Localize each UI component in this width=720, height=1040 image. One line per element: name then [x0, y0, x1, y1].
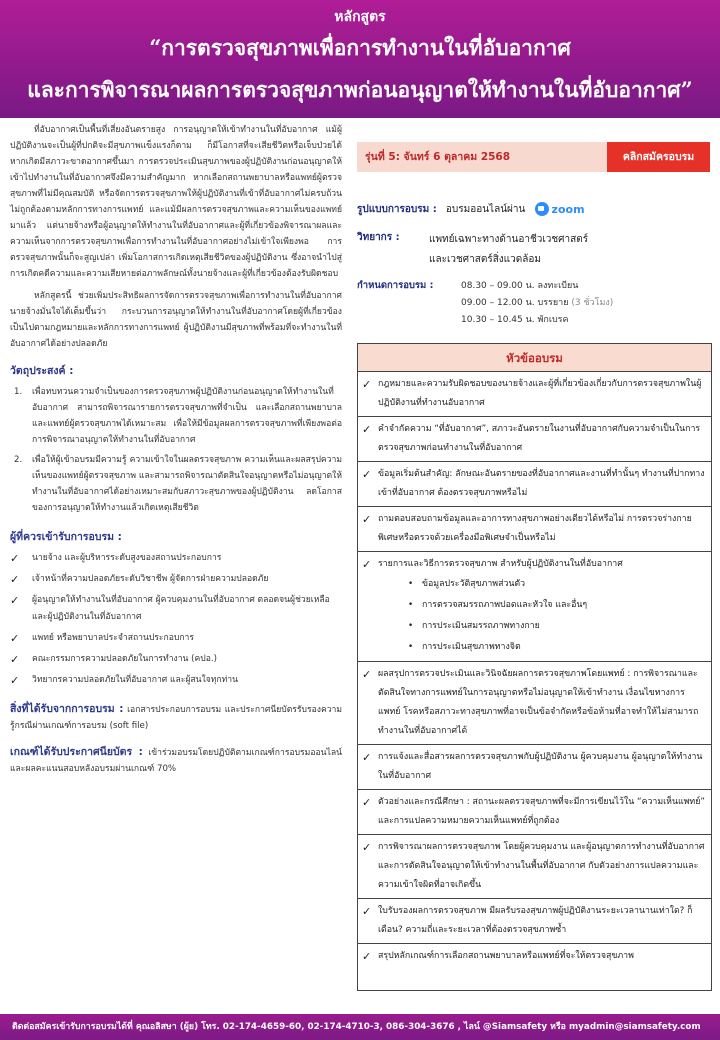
topic-item: ✓ คำจำกัดความ “ที่อับอากาศ”, สภาวะอันตรายในงานที่อับอากาศกับความจำเป็นในการตรวจสุขภาพก่อนทำงานในที่อับอากาศ [358, 417, 711, 462]
checkmark-icon: ✓ [362, 378, 372, 391]
topic-subitem: • การประเมินสมรรถภาพทางกาย [422, 616, 707, 637]
course-label: หลักสูตร [334, 9, 386, 25]
format-value: อบรมออนไลน์ผ่าน [445, 204, 526, 215]
audience-item: ✓ วิทยากรความปลอดภัยในที่อับอากาศ และผู้สนใจทุกท่าน [10, 674, 238, 687]
checkmark-icon: ✓ [10, 552, 20, 565]
objectives-list [14, 384, 342, 516]
checkmark-icon: ✓ [362, 668, 372, 681]
schedule-label: กำหนดการอบรม : [357, 280, 434, 291]
certificate-title: เกณฑ์ได้รับประกาศนียบัตร : [10, 746, 143, 758]
topic-item: ✓ สรุปหลักเกณฑ์การเลือกสถานพยาบาลหรือแพทย์ที่จะให้ตรวจสุขภาพ [358, 944, 711, 969]
zoom-camera-icon [535, 202, 549, 216]
objective-text: เพื่อให้ผู้เข้าอบรมมีความรู้ ความเข้าใจในผลตรวจสุขภาพ ความเห็นและผลสรุปความเห็นของแพทย์ผู้ตรวจสุขภาพ และสามารถพิจารณาตัดสินใจอนุญาตหรือไม่อนุญาตให้ทำงานในที่อับอากาศได้อย่างเหมาะสมกับสภาวะสุขภาพของผู้ปฏิบัติงาน ลดโอกาสของการอนุญาตให้ทำงานแล้วเกิดเหตุเสียชีวิต [32, 455, 342, 513]
checkmark-icon: ✓ [362, 468, 372, 481]
checkmark-icon: ✓ [362, 423, 372, 436]
topic-subitem: • การตรวจสมรรถภาพปอดและหัวใจ และอื่นๆ [422, 595, 707, 616]
register-button[interactable]: คลิกสมัครอบรม [607, 142, 710, 172]
speaker-line1: แพทย์เฉพาะทางด้านอาชีวเวชศาสตร์ [429, 234, 589, 245]
topic-item: ✓ ผลสรุปการตรวจประเมินและวินิจฉัยผลการตรวจสุขภาพโดยแพทย์ : การพิจารณาและตัดสินใจทางการแพทย์ในการอนุญาตหรือไม่อนุญาตให้เข้าทำงาน เงื่อนไขทางการแพทย์ โรคหรือสภาวะทางสุขภาพที่อาจเป็นข้อจำกัดหรือข้อห้ามที่อาจทำให้ไม่สามารถทำงานในที่อับอากาศได้ [358, 662, 711, 745]
checkmark-icon: ✓ [362, 751, 372, 764]
benefits-title: สิ่งที่ได้รับจากการอบรม : [10, 703, 124, 715]
topic-subitem: • การประเมินสุขภาพทางจิต [422, 637, 707, 658]
audience-item: ✓ คณะกรรมการความปลอดภัยในการทำงาน (คปอ.) [10, 653, 217, 666]
topic-item: ✓ การแจ้งและสื่อสารผลการตรวจสุขภาพกับผู้ปฏิบัติงาน ผู้ควบคุมงาน ผู้อนุญาตให้ทำงานในที่อับอากาศ [358, 745, 711, 790]
format-label: รูปแบบการอบรม : [357, 204, 437, 215]
topic-item: ✓ ถามตอบสอบถามข้อมูลและอาการทางสุขภาพอย่างเดียวได้หรือไม่ การตรวจร่างกายพิเศษหรือตรวจด้วยเครื่องมือพิเศษจำเป็นหรือไม่ [358, 507, 711, 552]
schedule-list [461, 278, 613, 329]
topic-item: ✓ กฎหมายและความรับผิดชอบของนายจ้างและผู้ที่เกี่ยวข้องเกี่ยวกับการตรวจสุขภาพในผู้ปฏิบัติงานที่ทำงานอับอากาศ [358, 372, 711, 417]
audience-item: ✓ แพทย์ หรือพยาบาลประจำสถานประกอบการ [10, 632, 194, 645]
intro-paragraph-2: หลักสูตรนี้ ช่วยเพิ่มประสิทธิผลการจัดการตรวจสุขภาพเพื่อการทำงานในที่อับอากาศ นายจ้างมั่นใจได้เต็มขึ้นว่า กระบวนการอนุญาตให้ทำงานในที่อับอากาศโดยผู้ที่เกี่ยวข้องเป็นไปตามกฎหมายและหลักการทางการแพทย์ ผู้ปฏิบัติงานมีสุขภาพที่พร้อมที่จะทำงานในที่อับอากาศได้อย่างปลอดภัย [10, 291, 342, 349]
audience-list [10, 550, 342, 689]
round-date: รุ่นที่ 5: จันทร์ 6 ตุลาคม 2568 [357, 142, 607, 172]
audience-item: ✓ ผู้อนุญาตให้ทำงานในที่อับอากาศ ผู้ควบคุมงานในที่อับอากาศ ตลอดจนผู้ช่วยเหลือและผู้ปฏิบัติงานในที่อับอากาศ [10, 594, 330, 622]
page-header [0, 0, 720, 118]
course-title-line2: และการพิจารณาผลการตรวจสุขภาพก่อนอนุญาตให้ทำงานในที่อับอากาศ” [27, 77, 693, 102]
schedule-row [357, 278, 433, 293]
checkmark-icon: ✓ [362, 558, 372, 571]
checkmark-icon: ✓ [10, 674, 20, 687]
left-column [10, 122, 342, 777]
audience-title: ผู้ที่ควรเข้ารับการอบรม : [10, 531, 122, 543]
checkmark-icon: ✓ [362, 950, 372, 963]
round-banner [357, 142, 710, 172]
topic-subitem: • ข้อมูลประวัติสุขภาพส่วนตัว [422, 574, 707, 595]
topic-item: ✓ ข้อมูลเริ่มต้นสำคัญ: ลักษณะอันตรายของที่อับอากาศและงานที่ทำนั้นๆ ทำงานที่ปากทาง เข้าที่อับอากาศ ต้องตรวจสุขภาพหรือไม่ [358, 462, 711, 507]
format-row [357, 202, 585, 217]
objective-number: 2. [14, 455, 23, 465]
objectives-title: วัตถุประสงค์ : [10, 365, 74, 377]
course-title-line1: “การตรวจสุขภาพเพื่อการทำงานในที่อับอากาศ [149, 35, 571, 60]
topics-title: หัวข้ออบรม [358, 344, 711, 372]
topic-sublist [378, 574, 707, 658]
audience-item: ✓ เจ้าหน้าที่ความปลอดภัยระดับวิชาชีพ ผู้จัดการฝ่ายความปลอดภัย [10, 573, 269, 586]
objective-number: 1. [14, 387, 23, 397]
topic-item: ✓ การพิจารณาผลการตรวจสุขภาพ โดยผู้ควบคุมงาน และผู้อนุญาตการทำงานที่อับอากาศ และการตัดสินใจอนุญาตให้เข้าทำงานในพื้นที่อับอากาศ กับตัวอย่างการแปลความและความเข้าใจผิดที่อาจเกิดขึ้น [358, 835, 711, 899]
checkmark-icon: ✓ [10, 632, 20, 645]
checkmark-icon: ✓ [362, 513, 372, 526]
objective-text: เพื่อทบทวนความจำเป็นของการตรวจสุขภาพผู้ปฏิบัติงานก่อนอนุญาตให้ทำงานในที่อับอากาศ สามารถพิจารณารายการตรวจสุขภาพที่จำเป็น และเลือกสถานพยาบาลและแพทย์ผู้ตรวจสุขภาพได้เหมาะสม เพื่อให้มีข้อมูลผลการตรวจสุขภาพที่เพียงพอต่อการพิจารณาอนุญาตให้ทำงานในที่อับอากาศ [32, 387, 342, 445]
objective-item [14, 384, 342, 448]
schedule-item: 08.30 – 09.00 น. ลงทะเบียน [461, 281, 579, 291]
benefits-paragraph [10, 701, 342, 734]
topic-item: ✓ ตัวอย่างและกรณีศึกษา : สถานะผลตรวจสุขภาพที่จะมีการเขียนไว้ใน “ความเห็นแพทย์” และการแปลความหมายความเห็นแพทย์ที่ถูกต้อง [358, 790, 711, 835]
benefits-text: เอกสารประกอบการอบรม และประกาศนียบัตรรับรองความรู้กรณีผ่านเกณฑ์การอบรม (soft file) [10, 705, 343, 731]
intro-paragraph-1: ที่อับอากาศเป็นพื้นที่เสี่ยงอันตรายสูง การอนุญาตให้เข้าทำงานในที่อับอากาศ แม้ผู้ปฏิบัติงานจะเป็นผู้ที่ปกติจะมีสุขภาพแข็งแรงก็ตาม ก็มีโอกาสที่จะเสียชีวิตหรือเจ็บป่วยได้หากเกิดมีสภาวะขาดอากาศขึ้นมา การตรวจประเมินสุขภาพของผู้ปฏิบัติงานก่อนอนุญาตให้เข้าไปทำงานในที่อับอากาศจึงมีความสำคัญมาก หากเลือกสถานพยาบาลหรือแพทย์ผู้ตรวจสุขภาพที่ไม่มีคุณสมบัติ หรือจัดการตรวจสุขภาพให้ผู้ปฏิบัติงานที่เข้าที่อับอากาศไม่ครบถ้วน ไม่ถูกต้องตามหลักการทางการแพทย์ และแม้มีผลการตรวจสุขภาพและความเห็นของแพทย์มาแล้ว แต่นายจ้างหรือผู้อนุญาตให้ทำงานในที่อับอากาศและผู้ที่เกี่ยวข้องพิจารณาผลและความเห็นจากการตรวจสุขภาพเพื่อการทำงานในที่อับอากาศอย่างไม่เข้าใจเพียงพอ การตรวจสุขภาพนั้นก็จะสูญเปล่า เพิ่มโอกาสการเกิดเหตุเสียชีวิตของผู้ปฏิบัติงาน ซึ่งอาจนำไปสู่การเกิดคดีความและความเสียหายต่อภาพลักษณ์ทั้งนายจ้างและผู้ที่เกี่ยวข้องต้องรับผิดชอบ [10, 125, 342, 279]
speaker-line2: และเวชศาสตร์สิ่งแวดล้อม [429, 254, 541, 265]
zoom-logo: zoom [535, 202, 585, 216]
certificate-paragraph [10, 744, 342, 777]
contact-footer: ติดต่อสมัครเข้ารับการอบรมได้ที่ คุณอลิสษา (ผู้ย) โทร. 02-174-4659-60, 02-174-4710-3, 086-304-3676 , ไลน์ @Siamsafety หรือ myadmin@siamsafety.com [0, 1014, 720, 1040]
checkmark-icon: ✓ [362, 796, 372, 809]
certificate-text: เข้าร่วมอบรมโดยปฏิบัติตามเกณฑ์การอบรมออนไลน์และผลคะแนนสอบหลังอบรมผ่านเกณฑ์ 70% [10, 748, 342, 774]
schedule-item: 09.00 – 12.00 น. บรรยาย (3 ชั่วโมง) [461, 298, 614, 308]
topic-item: ✓ ใบรับรองผลการตรวจสุขภาพ มีผลรับรองสุขภาพผู้ปฏิบัติงานระยะเวลานานเท่าใด? ก็เดือน? ความถี่และระยะเวลาที่ต้องตรวจสุขภาพซ้ำ [358, 899, 711, 944]
audience-item: ✓ นายจ้าง และผู้บริหารระดับสูงของสถานประกอบการ [10, 552, 222, 565]
topics-box [357, 343, 712, 991]
speaker-row [357, 230, 400, 245]
objective-item [14, 452, 342, 516]
speaker-label: วิทยากร : [357, 232, 400, 243]
checkmark-icon: ✓ [362, 841, 372, 854]
topic-item: ✓ รายการและวิธีการตรวจสุขภาพ สำหรับผู้ปฏิบัติงานในที่อับอากาศ • ข้อมูลประวัติสุขภาพส่วนตัว • การตรวจสมรรถภาพปอดและหัวใจ และอื่นๆ • การประเมินสมรรถภาพทางกาย • การประเมินสุขภาพทางจิต [358, 552, 711, 662]
speaker-names [429, 230, 588, 270]
schedule-note: (3 ชั่วโมง) [571, 298, 614, 308]
checkmark-icon: ✓ [10, 594, 20, 607]
checkmark-icon: ✓ [10, 573, 20, 586]
schedule-item: 10.30 – 10.45 น. พักเบรค [461, 315, 569, 325]
checkmark-icon: ✓ [362, 905, 372, 918]
checkmark-icon: ✓ [10, 653, 20, 666]
